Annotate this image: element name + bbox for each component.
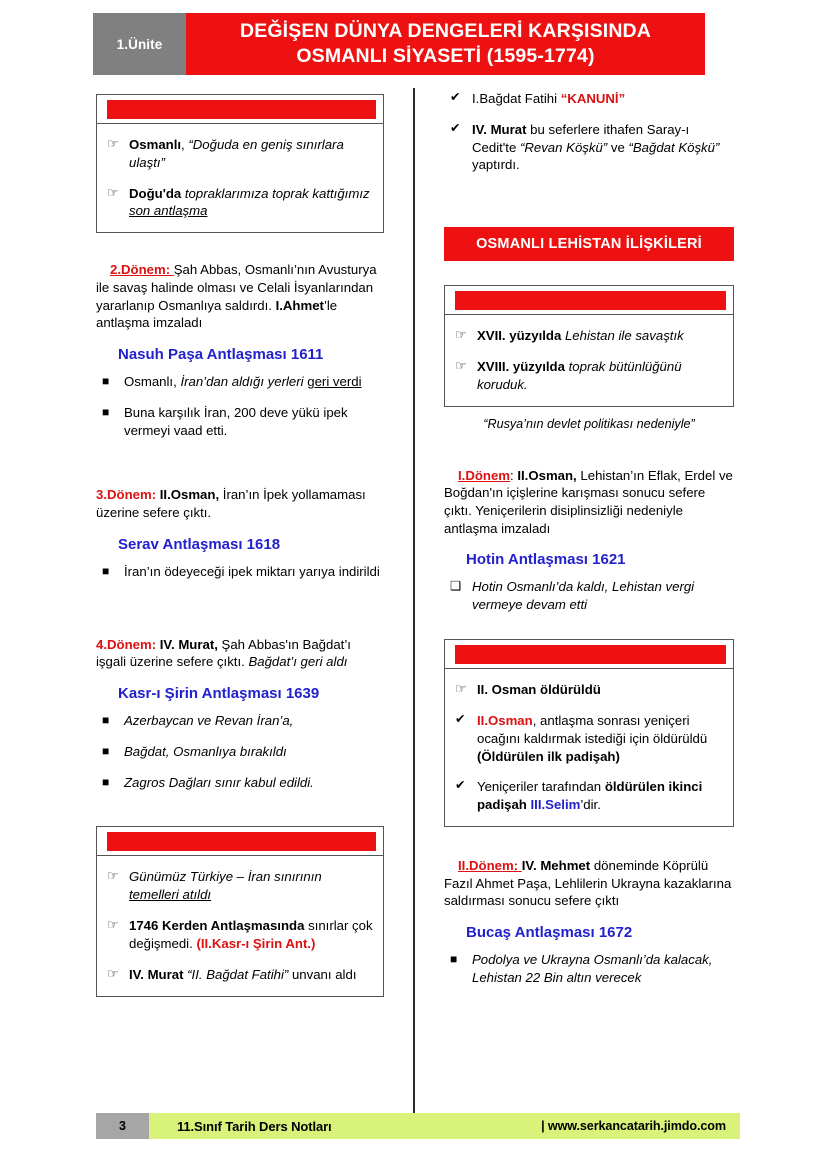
square-icon: ■ <box>450 952 458 966</box>
text-run: temelleri atıldı <box>129 887 212 903</box>
square-icon: ■ <box>102 563 110 578</box>
list-item <box>96 774 384 792</box>
square-icon: ■ <box>102 713 110 727</box>
check-icon: ✔ <box>455 711 466 726</box>
text-run: I.Bağdat Fatihi <box>472 91 561 106</box>
treaty-bucas: Bucaş Antlaşması 1672 <box>466 924 633 941</box>
text-run: , antlaşma sonrası yeniçeri ocağını kaldırmak istediği için öldürüldü <box>477 712 708 746</box>
text-run: Bağdat, Osmanlıya bırakıldı <box>124 743 287 759</box>
text-run: IV. Murat, <box>159 636 218 652</box>
list-item-text <box>129 137 344 170</box>
hand-icon: ☞ <box>107 868 119 884</box>
check-icon: ✔ <box>450 90 461 104</box>
treaty-serav: Serav Antlaşması 1618 <box>118 535 281 553</box>
list-item-text <box>129 869 322 902</box>
banner-red-fill <box>107 100 376 119</box>
info-box-banner <box>97 95 383 124</box>
text-run: yaptırdı. <box>472 157 520 173</box>
hand-icon: ☞ <box>455 358 467 374</box>
text-run: 4.Dönem: <box>96 636 160 652</box>
page-title-line-2: OSMANLI SİYASETİ (1595-1774) <box>296 45 595 67</box>
list-item <box>96 404 384 440</box>
list-item-text <box>129 186 370 219</box>
lehistan-donem-2-paragraph <box>444 857 734 910</box>
list-item-text <box>472 122 719 173</box>
banner-red-fill <box>107 832 376 851</box>
lehistan-donem-1-bullets <box>444 578 734 614</box>
section-donem-3 <box>96 486 384 580</box>
info-box-banner <box>445 640 733 669</box>
donem-2-bullets <box>96 373 384 439</box>
section-band-lehistan: OSMANLI LEHİSTAN İLİŞKİLERİ <box>444 227 734 261</box>
donem-3-bullets <box>96 563 384 581</box>
text-run: Günümüz Türkiye – İran sınırının <box>129 869 322 885</box>
list-item-text <box>124 744 287 759</box>
donem-4-bullets <box>96 712 384 791</box>
text-run: bu seferlere ithafen Saray-ı Cedit'te <box>472 121 690 155</box>
hand-icon: ☞ <box>107 136 119 151</box>
list-item <box>101 185 373 221</box>
text-run: Doğu'da <box>129 185 185 201</box>
banner-red-fill <box>455 645 726 664</box>
donem-2-paragraph <box>96 261 384 332</box>
text-run: I.Dönem <box>458 467 511 483</box>
text-run: ’le antlaşma imzaladı <box>96 297 338 331</box>
list-item-text <box>129 918 373 951</box>
treaty-hotin: Hotin Antlaşması 1621 <box>466 551 626 569</box>
text-run: Lehistan ile savaştık <box>564 328 684 344</box>
list-item-text <box>124 713 293 728</box>
info-box-osmanli-dogu <box>96 94 384 233</box>
donem-3-paragraph <box>96 486 384 521</box>
donem-4-paragraph <box>96 636 384 671</box>
footer-page-number: 3 <box>96 1113 149 1139</box>
treaty-kasr-i-sirin: Kasr-ı Şirin Antlaşması 1639 <box>118 685 320 702</box>
left-column <box>96 94 384 997</box>
check-icon: ✔ <box>450 120 461 135</box>
list-item <box>449 358 723 394</box>
text-run: İran’ın ödeyeceği ipek miktarı yarıya indirildi <box>124 563 380 579</box>
banner-red-fill <box>455 291 726 310</box>
info-box-list <box>101 136 373 220</box>
list-item <box>96 712 384 730</box>
info-box-banner <box>97 827 383 856</box>
text-run: “Bağdat Köşkü” <box>628 139 720 155</box>
text-run: Bağdat’ı geri aldı <box>248 654 348 670</box>
list-item <box>449 712 723 765</box>
text-run: Şah Abbas'ın Bağdat’ı işgali üzerine sefere çıktı. <box>96 636 351 670</box>
text-run: Zagros Dağları sınır kabul edildi. <box>124 774 314 790</box>
footer-title: 11.Sınıf Tarih Ders Notları <box>177 1118 332 1134</box>
treaty-nasuh-pasa: Nasuh Paşa Antlaşması 1611 <box>118 346 324 363</box>
info-box-body <box>445 669 733 826</box>
text-run: “Revan Köşkü” <box>519 139 608 155</box>
section-lehistan-donem-2 <box>444 857 734 987</box>
page-title <box>186 13 705 75</box>
list-item <box>449 778 723 814</box>
text-run: II.Osman, <box>159 487 220 503</box>
list-item-text <box>472 952 712 985</box>
section-donem-2 <box>96 261 384 439</box>
text-run: (Öldürülen ilk padişah) <box>477 748 620 764</box>
text-run: (II.Kasr-ı Şirin Ant.) <box>196 935 316 951</box>
list-item <box>444 90 734 108</box>
square-icon: ■ <box>102 404 110 419</box>
text-run: : <box>510 467 518 483</box>
list-item <box>96 743 384 761</box>
info-box-lehistan <box>444 285 734 406</box>
page-title-line-1: DEĞİŞEN DÜNYA DENGELERİ KARŞISINDA <box>239 20 652 43</box>
text-run: II.Osman <box>477 712 533 728</box>
text-run: Hotin Osmanlı’da kaldı, Lehistan vergi vermeye devam etti <box>472 579 695 613</box>
list-item-text <box>472 579 694 612</box>
info-box-ii-osman <box>444 639 734 827</box>
text-run: II.Dönem: <box>458 857 522 873</box>
list-item <box>449 681 723 699</box>
text-run: Yeniçeriler tarafından <box>477 779 605 795</box>
info-box-banner <box>445 286 733 315</box>
page-footer <box>96 1113 740 1139</box>
list-item-text <box>124 564 380 579</box>
text-run: öldürülen ikinci padişah <box>477 779 703 813</box>
lehistan-caption: “Rusya’nın devlet politikası nedeniyle” <box>483 416 695 431</box>
page-header <box>93 13 705 75</box>
hollow-square-icon: ❑ <box>450 579 462 594</box>
text-run: IV. Murat <box>472 121 531 137</box>
text-run: İran’ın İpek yollamaması üzerine sefere çıktı. <box>96 487 366 521</box>
text-run: Buna karşılık İran, 200 deve yükü ipek vermeyi vaad etti. <box>124 404 348 438</box>
lehistan-donem-2-bullets <box>444 951 734 987</box>
list-item-text <box>477 682 601 697</box>
text-run: döneminde Köprülü Fazıl Ahmet Paşa, Lehlilerin Ukrayna kazaklarına saldırması sonucu sefere çıktı <box>444 857 732 909</box>
text-run: I.Ahmet <box>275 297 324 313</box>
info-box-list <box>449 681 723 814</box>
text-run: İran’dan aldığı yerleri <box>180 374 308 389</box>
hand-icon: ☞ <box>107 965 119 981</box>
hand-icon: ☞ <box>107 917 119 933</box>
text-run: topraklarımıza toprak kattığımız <box>184 185 370 201</box>
text-run: Azerbaycan ve Revan İran’a, <box>124 713 294 728</box>
list-item <box>444 578 734 614</box>
list-item-text <box>472 91 625 106</box>
text-run: Osmanlı, <box>124 374 181 389</box>
info-box-sinir <box>96 826 384 996</box>
right-column <box>444 90 734 1000</box>
text-run: ve <box>607 139 629 155</box>
text-run: geri verdi <box>307 374 362 389</box>
list-item-text <box>477 779 702 812</box>
list-item-text <box>124 374 362 389</box>
text-run: IV. Murat <box>129 966 188 982</box>
hand-icon: ☞ <box>455 327 467 343</box>
text-run: “II. Bağdat Fatihi” <box>187 966 289 982</box>
square-icon: ■ <box>102 374 110 388</box>
square-icon: ■ <box>102 743 110 758</box>
hand-icon: ☞ <box>107 184 119 200</box>
list-item-text <box>124 405 348 438</box>
text-run: ’dir. <box>580 797 601 813</box>
text-run: Şah Abbas, Osmanlı’nın Avusturya ile savaş halinde olması ve Celali İsyanlarından yararlanıp Osmanlıya saldırdı. <box>96 262 377 313</box>
text-run: Osmanlı <box>129 137 182 152</box>
list-item-text <box>477 328 684 343</box>
text-run: sınırlar çok değişmedi. <box>129 918 373 951</box>
unit-badge: 1.Ünite <box>93 13 186 75</box>
hand-icon: ☞ <box>455 681 467 697</box>
info-box-list <box>449 327 723 393</box>
text-run: II.Osman, <box>517 467 577 483</box>
section-donem-4 <box>96 636 384 792</box>
section-lehistan-donem-1 <box>444 467 734 614</box>
text-run: 2.Dönem: <box>110 262 174 278</box>
text-run: XVII. yüzyılda <box>477 328 565 344</box>
info-box-body <box>445 315 733 405</box>
text-run: son antlaşma <box>129 203 208 219</box>
text-run: toprak bütünlüğünü koruduk. <box>477 359 682 392</box>
list-item <box>96 373 384 391</box>
text-run: XVIII. yüzyılda <box>477 359 569 375</box>
text-run: “Doğuda en geniş sınırlara ulaştı” <box>129 137 344 170</box>
list-item-text <box>477 359 682 392</box>
list-item-text <box>124 775 314 790</box>
list-item <box>101 868 373 904</box>
text-run: 3.Dönem: <box>96 487 160 503</box>
text-run: III.Selim <box>530 797 581 813</box>
info-box-list <box>101 868 373 983</box>
lehistan-donem-1-paragraph <box>444 467 734 538</box>
top-check-list <box>444 90 734 174</box>
text-run: “KANUNİ” <box>560 91 626 106</box>
text-run: , <box>181 137 189 152</box>
list-item <box>101 136 373 172</box>
text-run: II. Osman öldürüldü <box>477 682 601 698</box>
list-item <box>444 951 734 987</box>
text-run: Lehistan’ın Eflak, Erdel ve Boğdan'ın içişlerine karışması sonucu sefere çıktı. Yeniçerilerin disiplinsizliği nedeniyle antlaşma imzaladı <box>444 467 733 536</box>
check-icon: ✔ <box>455 778 466 793</box>
text-run: 1746 Kerden Antlaşmasında <box>129 918 309 934</box>
footer-url[interactable]: | www.serkancatarih.jimdo.com <box>541 1119 726 1133</box>
info-box-body <box>97 124 383 232</box>
list-item <box>449 327 723 345</box>
list-item <box>101 966 373 984</box>
text-run: IV. Mehmet <box>521 857 594 873</box>
list-item <box>96 563 384 581</box>
list-item-text <box>477 713 707 764</box>
text-run: Podolya ve Ukrayna Osmanlı’da kalacak, Lehistan 22 Bin altın verecek <box>472 952 713 985</box>
info-box-body <box>97 856 383 995</box>
square-icon: ■ <box>102 774 110 789</box>
list-item-text <box>129 967 356 982</box>
list-item <box>444 121 734 174</box>
list-item <box>101 917 373 953</box>
text-run: unvanı aldı <box>288 966 357 982</box>
footer-bar <box>149 1113 740 1139</box>
column-divider <box>413 88 415 1115</box>
